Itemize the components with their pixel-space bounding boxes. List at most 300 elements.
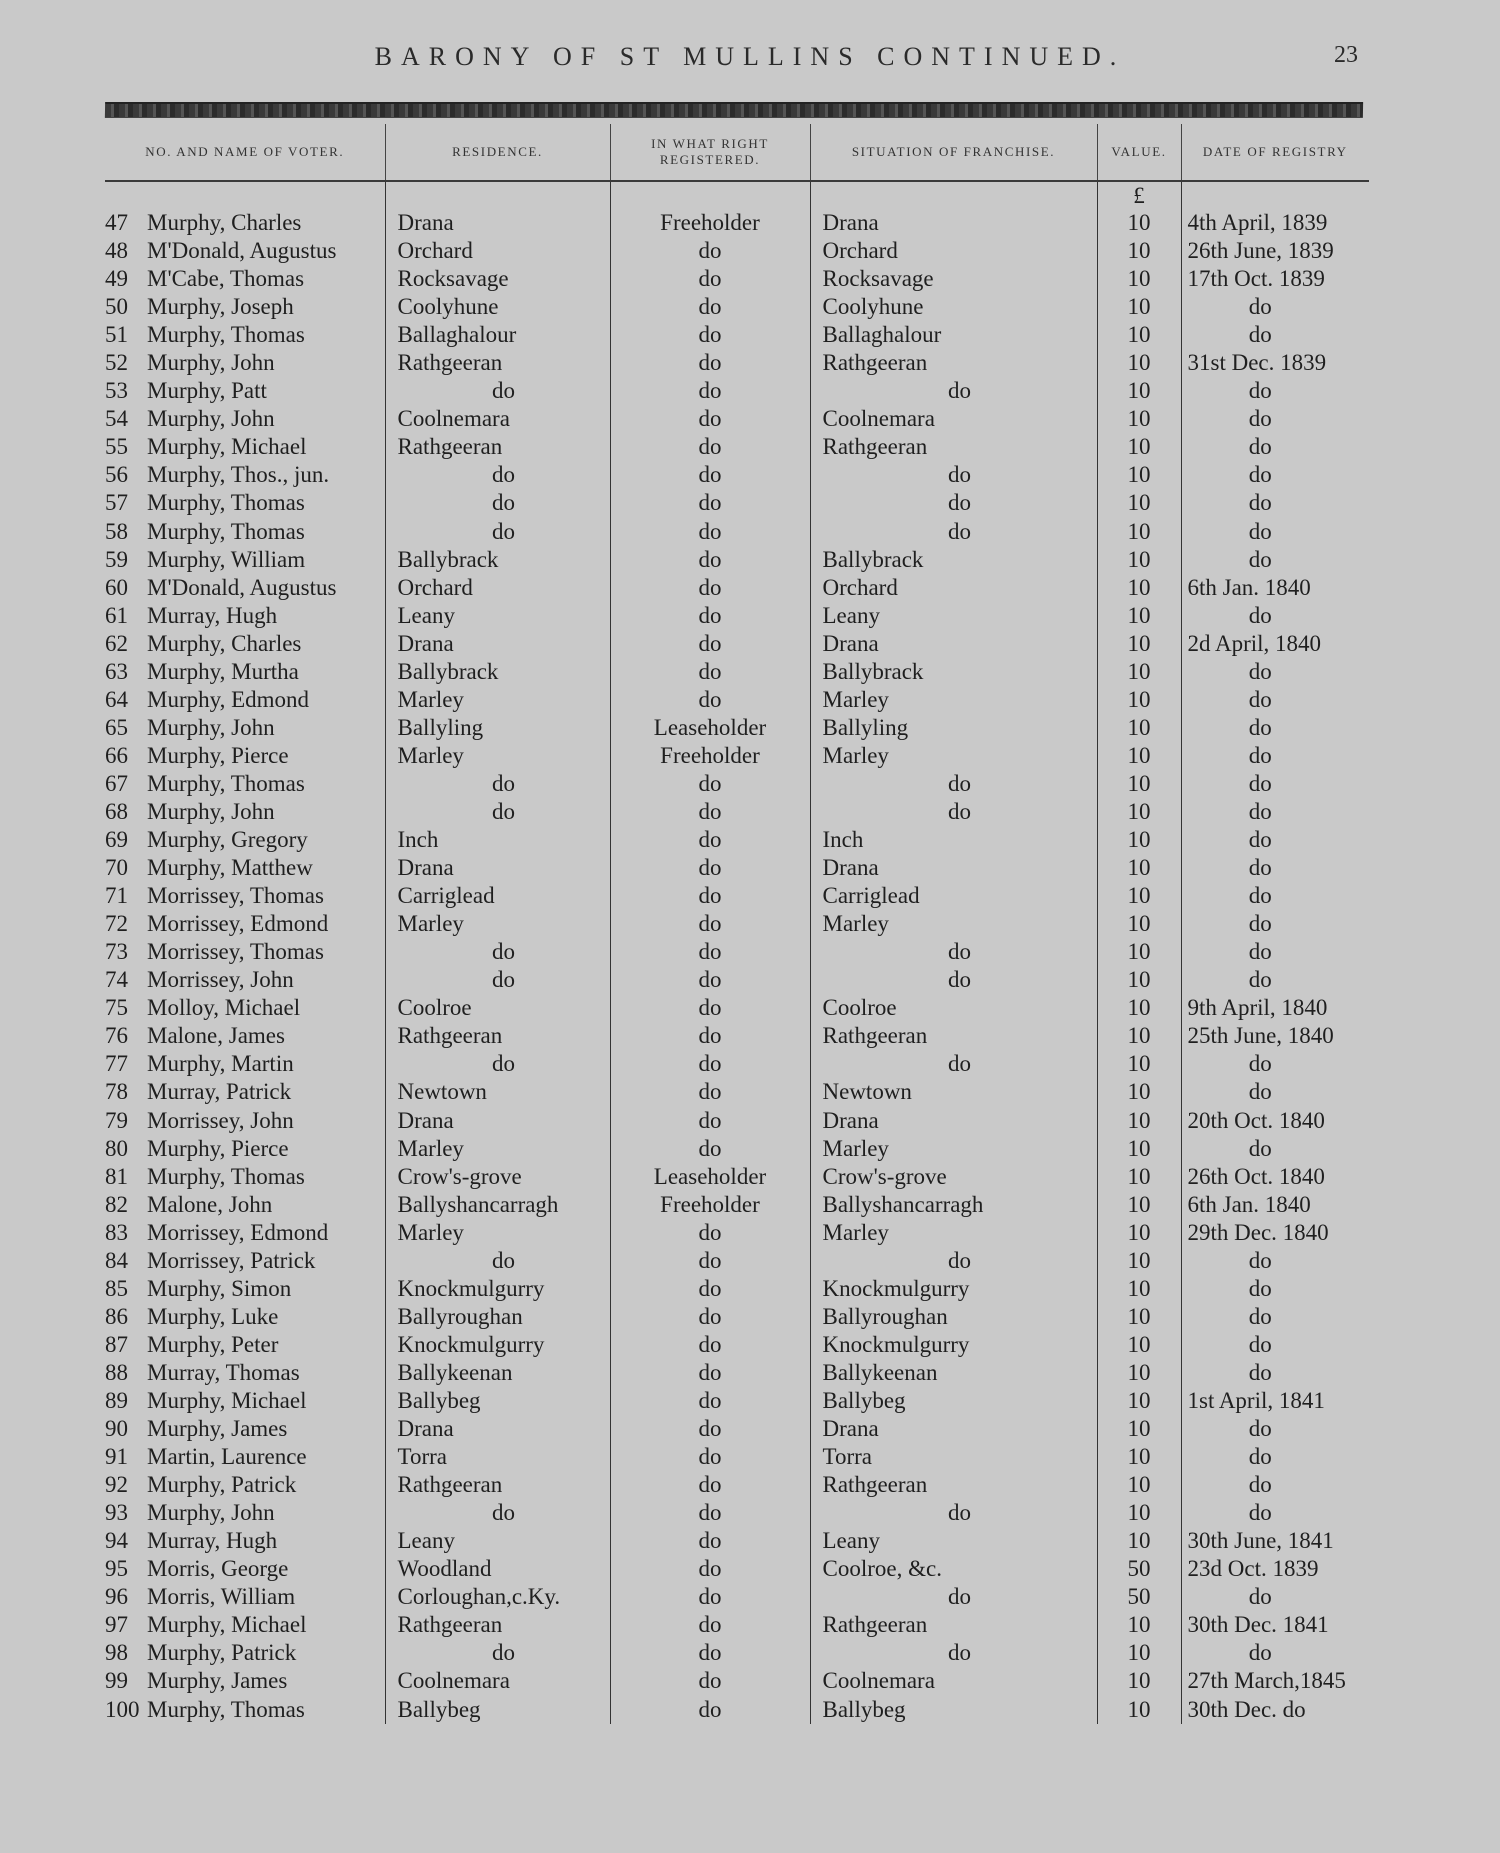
- table-row: [105, 1443, 1369, 1471]
- voter-cell: [105, 770, 385, 798]
- value-cell: 10: [1097, 489, 1181, 517]
- table-row: [105, 1499, 1369, 1527]
- right-cell: do: [610, 1415, 810, 1443]
- residence-cell: do: [385, 518, 610, 546]
- voter-cell: [105, 658, 385, 686]
- right-cell: do: [610, 798, 810, 826]
- table-row: [105, 1331, 1369, 1359]
- voter-cell: [105, 265, 385, 293]
- voter-cell: [105, 1471, 385, 1499]
- value-cell: 10: [1097, 798, 1181, 826]
- voter-name: Murphy, Simon: [147, 1275, 292, 1301]
- voter-number: 51: [105, 322, 128, 348]
- residence-cell: Knockmulgurry: [385, 1331, 610, 1359]
- column-header-voter: NO. AND NAME OF VOTER.: [105, 124, 385, 181]
- voter-cell: [105, 1527, 385, 1555]
- situation-cell: Rathgeeran: [810, 1022, 1097, 1050]
- voter-name: Murphy, James: [147, 1416, 288, 1442]
- table-header-row: [105, 124, 1369, 181]
- voter-number: 86: [105, 1303, 128, 1329]
- right-cell: do: [610, 293, 810, 321]
- date-cell: 26th Oct. 1840: [1181, 1163, 1369, 1191]
- situation-cell: Coolnemara: [810, 405, 1097, 433]
- value-cell: 10: [1097, 546, 1181, 574]
- right-cell: do: [610, 966, 810, 994]
- value-cell: 10: [1097, 1639, 1181, 1667]
- value-cell: 10: [1097, 630, 1181, 658]
- situation-cell: do: [810, 966, 1097, 994]
- voter-number: 99: [105, 1668, 128, 1694]
- date-cell: 30th Dec. 1841: [1181, 1611, 1369, 1639]
- table-row: [105, 630, 1369, 658]
- value-cell: 10: [1097, 1499, 1181, 1527]
- residence-cell: Ballybrack: [385, 658, 610, 686]
- column-header-right: IN WHAT RIGHT REGISTERED.: [610, 124, 810, 181]
- date-cell: do: [1181, 461, 1369, 489]
- voter-number: 98: [105, 1640, 128, 1666]
- table-row: [105, 770, 1369, 798]
- situation-cell: Torra: [810, 1443, 1097, 1471]
- value-cell: 10: [1097, 574, 1181, 602]
- value-cell: 10: [1097, 461, 1181, 489]
- voter-cell: [105, 237, 385, 265]
- voter-name: Murphy, Matthew: [147, 855, 313, 881]
- voter-number: 68: [105, 799, 128, 824]
- right-cell: do: [610, 377, 810, 405]
- voter-number: 90: [105, 1416, 128, 1442]
- residence-cell: Leany: [385, 602, 610, 630]
- voter-name: Murphy, John: [147, 1500, 275, 1526]
- voter-name: Murphy, Peter: [147, 1331, 279, 1357]
- right-cell: Freeholder: [610, 1191, 810, 1219]
- date-cell: do: [1181, 1359, 1369, 1387]
- table-row: [105, 798, 1369, 826]
- value-cell: 50: [1097, 1583, 1181, 1611]
- situation-cell: do: [810, 1639, 1097, 1667]
- voter-cell: [105, 1275, 385, 1303]
- voter-number: 53: [105, 378, 128, 404]
- table-row: [105, 1163, 1369, 1191]
- right-cell: Leaseholder: [610, 1163, 810, 1191]
- situation-cell: Ballyshancarragh: [810, 1191, 1097, 1219]
- residence-cell: Ballyroughan: [385, 1303, 610, 1331]
- residence-cell: Drana: [385, 854, 610, 882]
- voter-number: 97: [105, 1612, 128, 1638]
- residence-cell: Ballybeg: [385, 1695, 610, 1723]
- voter-cell: [105, 1387, 385, 1415]
- voter-cell: [105, 1555, 385, 1583]
- right-cell: do: [610, 1135, 810, 1163]
- residence-cell: Rathgeeran: [385, 349, 610, 377]
- voter-register-table: [105, 124, 1369, 1724]
- residence-cell: Rathgeeran: [385, 1471, 610, 1499]
- residence-cell: Marley: [385, 1219, 610, 1247]
- right-cell: do: [610, 265, 810, 293]
- table-row: [105, 1667, 1369, 1695]
- table-row: [105, 405, 1369, 433]
- right-cell: do: [610, 1303, 810, 1331]
- voter-number: 87: [105, 1331, 128, 1357]
- voter-name: Murphy, Charles: [147, 210, 302, 236]
- right-cell: do: [610, 1331, 810, 1359]
- table-row: [105, 265, 1369, 293]
- residence-cell: do: [385, 966, 610, 994]
- voter-name: Murphy, Martin: [147, 1051, 294, 1077]
- date-cell: do: [1181, 938, 1369, 966]
- voter-number: 60: [105, 574, 128, 600]
- voter-number: 52: [105, 350, 128, 376]
- date-cell: do: [1181, 1050, 1369, 1078]
- value-cell: 10: [1097, 1219, 1181, 1247]
- table-row: [105, 1135, 1369, 1163]
- voter-cell: [105, 1135, 385, 1163]
- table-row: [105, 489, 1369, 517]
- right-cell: Freeholder: [610, 209, 810, 237]
- situation-cell: do: [810, 770, 1097, 798]
- right-cell: do: [610, 461, 810, 489]
- voter-name: Murphy, Patt: [147, 378, 267, 404]
- date-cell: 4th April, 1839: [1181, 209, 1369, 237]
- voter-cell: [105, 686, 385, 714]
- situation-cell: Drana: [810, 854, 1097, 882]
- voter-cell: [105, 1163, 385, 1191]
- residence-cell: Ballaghalour: [385, 321, 610, 349]
- voter-cell: [105, 377, 385, 405]
- value-cell: 10: [1097, 742, 1181, 770]
- voter-number: 72: [105, 911, 128, 937]
- date-cell: 26th June, 1839: [1181, 237, 1369, 265]
- situation-cell: do: [810, 798, 1097, 826]
- voter-cell: [105, 546, 385, 574]
- residence-cell: Newtown: [385, 1078, 610, 1106]
- voter-name: Morrissey, Thomas: [147, 939, 324, 965]
- table-row: [105, 1555, 1369, 1583]
- page-title: BARONY OF ST MULLINS CONTINUED.: [374, 42, 1126, 71]
- date-cell: do: [1181, 742, 1369, 770]
- value-cell: 10: [1097, 1275, 1181, 1303]
- table-row: [105, 574, 1369, 602]
- residence-cell: do: [385, 461, 610, 489]
- residence-cell: Drana: [385, 630, 610, 658]
- value-cell: 10: [1097, 1191, 1181, 1219]
- voter-name: M'Donald, Augustus: [147, 238, 337, 264]
- value-cell: 10: [1097, 1667, 1181, 1695]
- table-row: [105, 1415, 1369, 1443]
- voter-name: Murphy, Thomas: [147, 490, 305, 516]
- residence-cell: do: [385, 1639, 610, 1667]
- situation-cell: Marley: [810, 742, 1097, 770]
- date-cell: do: [1181, 770, 1369, 798]
- situation-cell: Leany: [810, 602, 1097, 630]
- situation-cell: Marley: [810, 910, 1097, 938]
- value-cell: 10: [1097, 966, 1181, 994]
- date-cell: do: [1181, 433, 1369, 461]
- date-cell: do: [1181, 1275, 1369, 1303]
- situation-cell: Orchard: [810, 574, 1097, 602]
- value-cell: 10: [1097, 321, 1181, 349]
- voter-name: Murphy, Pierce: [147, 742, 289, 768]
- table-row: [105, 377, 1369, 405]
- value-cell: 10: [1097, 686, 1181, 714]
- residence-cell: do: [385, 489, 610, 517]
- table-row: [105, 882, 1369, 910]
- date-cell: do: [1181, 1415, 1369, 1443]
- residence-cell: Leany: [385, 1527, 610, 1555]
- table-row: [105, 602, 1369, 630]
- situation-cell: Rathgeeran: [810, 1611, 1097, 1639]
- voter-number: 50: [105, 294, 128, 320]
- voter-number: 94: [105, 1528, 128, 1554]
- date-cell: do: [1181, 1247, 1369, 1275]
- situation-cell: do: [810, 377, 1097, 405]
- residence-cell: Drana: [385, 209, 610, 237]
- voter-number: 48: [105, 238, 128, 264]
- voter-cell: [105, 798, 385, 826]
- voter-name: Murphy, Thomas: [147, 322, 305, 348]
- column-header-residence: RESIDENCE.: [385, 124, 610, 181]
- voter-number: 57: [105, 490, 128, 516]
- value-cell: 10: [1097, 377, 1181, 405]
- voter-cell: [105, 1331, 385, 1359]
- situation-cell: Drana: [810, 209, 1097, 237]
- value-cell: 10: [1097, 854, 1181, 882]
- value-cell: 10: [1097, 209, 1181, 237]
- voter-cell: [105, 1499, 385, 1527]
- table-row: [105, 518, 1369, 546]
- situation-cell: Drana: [810, 1107, 1097, 1135]
- voter-cell: [105, 1022, 385, 1050]
- table-row: [105, 209, 1369, 237]
- right-cell: do: [610, 1527, 810, 1555]
- right-cell: do: [610, 489, 810, 517]
- residence-cell: Torra: [385, 1443, 610, 1471]
- date-cell: 2d April, 1840: [1181, 630, 1369, 658]
- voter-name: Murphy, Michael: [147, 1612, 307, 1638]
- date-cell: do: [1181, 321, 1369, 349]
- voter-number: 77: [105, 1051, 128, 1077]
- residence-cell: Crow's-grove: [385, 1163, 610, 1191]
- voter-name: Murphy, Joseph: [147, 294, 294, 320]
- voter-name: Murphy, William: [147, 546, 306, 572]
- voter-cell: [105, 742, 385, 770]
- voter-name: Murphy, Luke: [147, 1303, 279, 1329]
- table-row: [105, 1275, 1369, 1303]
- date-cell: do: [1181, 518, 1369, 546]
- date-cell: do: [1181, 1471, 1369, 1499]
- table-row: [105, 658, 1369, 686]
- voter-cell: [105, 826, 385, 854]
- voter-number: 85: [105, 1275, 128, 1301]
- residence-cell: Marley: [385, 1135, 610, 1163]
- situation-cell: do: [810, 518, 1097, 546]
- residence-cell: Coolroe: [385, 994, 610, 1022]
- voter-name: Molloy, Michael: [147, 995, 301, 1021]
- situation-cell: Ballybeg: [810, 1695, 1097, 1723]
- right-cell: do: [610, 518, 810, 546]
- date-cell: do: [1181, 1499, 1369, 1527]
- table-row: [105, 461, 1369, 489]
- voter-name: Murphy, Edmond: [147, 686, 310, 712]
- voter-name: Murphy, Pierce: [147, 1135, 289, 1161]
- voter-number: 91: [105, 1444, 128, 1470]
- date-cell: do: [1181, 714, 1369, 742]
- table-row: [105, 1107, 1369, 1135]
- residence-cell: do: [385, 1499, 610, 1527]
- table-row: [105, 349, 1369, 377]
- right-cell: do: [610, 602, 810, 630]
- residence-cell: Carriglead: [385, 882, 610, 910]
- voter-cell: [105, 349, 385, 377]
- residence-cell: do: [385, 798, 610, 826]
- voter-cell: [105, 1415, 385, 1443]
- right-cell: do: [610, 1639, 810, 1667]
- value-cell: 10: [1097, 1387, 1181, 1415]
- voter-cell: [105, 1695, 385, 1723]
- voter-name: Morrissey, John: [147, 967, 294, 993]
- voter-number: 83: [105, 1219, 128, 1245]
- date-cell: do: [1181, 546, 1369, 574]
- voter-name: Morrissey, Edmond: [147, 911, 329, 937]
- situation-cell: do: [810, 461, 1097, 489]
- voter-name: Murphy, Murtha: [147, 658, 299, 684]
- date-cell: do: [1181, 1443, 1369, 1471]
- value-cell: 10: [1097, 1247, 1181, 1275]
- voter-number: 47: [105, 210, 128, 236]
- residence-cell: Marley: [385, 742, 610, 770]
- residence-cell: Ballybrack: [385, 546, 610, 574]
- date-cell: do: [1181, 1639, 1369, 1667]
- voter-cell: [105, 1191, 385, 1219]
- table-row: [105, 1639, 1369, 1667]
- residence-cell: Coolyhune: [385, 293, 610, 321]
- voter-cell: [105, 1611, 385, 1639]
- voter-number: 66: [105, 742, 128, 768]
- residence-cell: do: [385, 1050, 610, 1078]
- residence-cell: Marley: [385, 686, 610, 714]
- value-cell: 10: [1097, 237, 1181, 265]
- table-row: [105, 966, 1369, 994]
- voter-number: 76: [105, 1023, 128, 1049]
- column-header-date: DATE OF REGISTRY: [1181, 124, 1369, 181]
- voter-name: Murray, Thomas: [147, 1359, 300, 1385]
- situation-cell: Leany: [810, 1527, 1097, 1555]
- value-cell: 10: [1097, 1303, 1181, 1331]
- voter-cell: [105, 1359, 385, 1387]
- date-cell: 29th Dec. 1840: [1181, 1219, 1369, 1247]
- voter-number: 78: [105, 1079, 128, 1105]
- value-cell: 10: [1097, 1163, 1181, 1191]
- date-cell: do: [1181, 1135, 1369, 1163]
- voter-name: Murphy, Thomas: [147, 1696, 305, 1722]
- right-cell: Freeholder: [610, 742, 810, 770]
- situation-cell: do: [810, 489, 1097, 517]
- date-cell: do: [1181, 882, 1369, 910]
- table-row: [105, 1471, 1369, 1499]
- right-cell: do: [610, 1695, 810, 1723]
- situation-cell: do: [810, 1583, 1097, 1611]
- voter-name: Malone, John: [147, 1191, 273, 1217]
- table-row: [105, 433, 1369, 461]
- voter-number: 89: [105, 1387, 128, 1413]
- right-cell: do: [610, 546, 810, 574]
- table-row: [105, 826, 1369, 854]
- voter-number: 55: [105, 434, 128, 460]
- voter-name: Murphy, James: [147, 1668, 288, 1694]
- value-cell: 10: [1097, 826, 1181, 854]
- value-cell: 10: [1097, 1471, 1181, 1499]
- right-cell: do: [610, 1387, 810, 1415]
- situation-cell: Rathgeeran: [810, 349, 1097, 377]
- voter-name: Martin, Laurence: [147, 1444, 307, 1470]
- value-cell: 10: [1097, 1415, 1181, 1443]
- value-cell: 10: [1097, 1527, 1181, 1555]
- situation-cell: Ballyroughan: [810, 1303, 1097, 1331]
- voter-name: Murphy, Thos., jun.: [147, 462, 330, 488]
- residence-cell: Orchard: [385, 237, 610, 265]
- voter-name: M'Cabe, Thomas: [147, 266, 305, 292]
- value-unit: £: [1097, 181, 1181, 209]
- voter-name: Murphy, Gregory: [147, 827, 308, 853]
- situation-cell: Ballykeenan: [810, 1359, 1097, 1387]
- voter-cell: [105, 714, 385, 742]
- voter-name: Morris, William: [147, 1584, 296, 1610]
- column-header-value: VALUE.: [1097, 124, 1181, 181]
- date-cell: do: [1181, 293, 1369, 321]
- value-cell: 10: [1097, 405, 1181, 433]
- voter-cell: [105, 1219, 385, 1247]
- voter-cell: [105, 994, 385, 1022]
- situation-cell: Ballyling: [810, 714, 1097, 742]
- voter-name: Murphy, Charles: [147, 630, 302, 656]
- value-cell: 10: [1097, 602, 1181, 630]
- table-row: [105, 910, 1369, 938]
- voter-cell: [105, 602, 385, 630]
- table-body: [105, 181, 1369, 1724]
- date-cell: do: [1181, 1331, 1369, 1359]
- table-row: [105, 546, 1369, 574]
- voter-name: Murphy, John: [147, 714, 275, 740]
- right-cell: do: [610, 1471, 810, 1499]
- voter-name: Morrissey, Thomas: [147, 883, 324, 909]
- voter-number: 75: [105, 995, 128, 1021]
- voter-number: 100: [105, 1696, 140, 1722]
- value-cell: 10: [1097, 1050, 1181, 1078]
- date-cell: do: [1181, 1583, 1369, 1611]
- date-cell: 30th June, 1841: [1181, 1527, 1369, 1555]
- value-cell: 10: [1097, 714, 1181, 742]
- unit-row: [105, 181, 1369, 209]
- right-cell: do: [610, 321, 810, 349]
- date-cell: do: [1181, 910, 1369, 938]
- value-cell: 10: [1097, 1022, 1181, 1050]
- residence-cell: Inch: [385, 826, 610, 854]
- voter-number: 59: [105, 546, 128, 572]
- voter-number: 64: [105, 686, 128, 712]
- residence-cell: Rathgeeran: [385, 1022, 610, 1050]
- residence-cell: Coolnemara: [385, 405, 610, 433]
- situation-cell: do: [810, 1247, 1097, 1275]
- table-row: [105, 1022, 1369, 1050]
- table-row: [105, 1359, 1369, 1387]
- situation-cell: Drana: [810, 630, 1097, 658]
- voter-cell: [105, 854, 385, 882]
- residence-cell: do: [385, 377, 610, 405]
- value-cell: 10: [1097, 265, 1181, 293]
- voter-name: Murphy, Michael: [147, 1387, 307, 1413]
- table-row: [105, 994, 1369, 1022]
- header-rule: [105, 102, 1363, 118]
- page-number: 23: [1334, 42, 1358, 68]
